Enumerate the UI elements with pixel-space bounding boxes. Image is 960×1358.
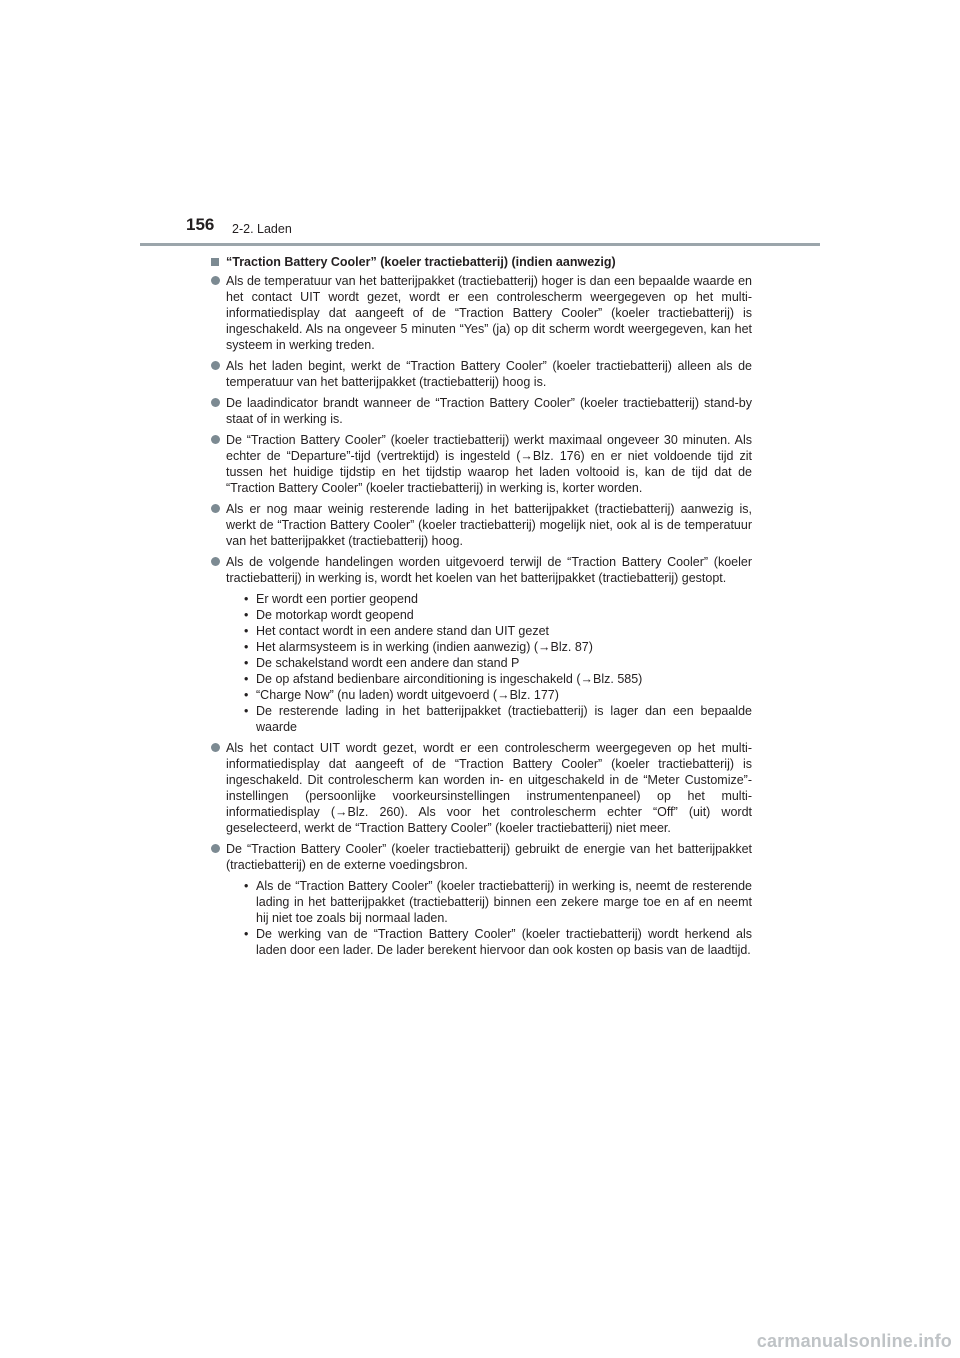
section-heading-text: “Traction Battery Cooler” (koeler tractiebatterij) (indien aanwezig) bbox=[226, 255, 616, 269]
circle-bullet-icon bbox=[211, 276, 220, 285]
energy-notes-list bbox=[226, 878, 752, 958]
list-item bbox=[226, 687, 752, 703]
bullet-text: De “Traction Battery Cooler” (koeler tractiebatterij) werkt maximaal ongeveer 30 minuten. Als echter de “Departure”-tijd (vertrektijd) is ingesteld (→Blz. 176) en er niet voldoende tijd zit tussen het huidige tijdstip en het tijdstip waarop het laden voltooid is, kan de tijd dat de “Traction Battery Cooler” (koeler tractiebatterij) in werking is, korter worden. bbox=[226, 433, 752, 495]
circle-bullet-icon bbox=[211, 557, 220, 566]
page-number: 156 bbox=[186, 215, 215, 234]
dot-marker: • bbox=[244, 624, 249, 638]
list-item bbox=[226, 926, 752, 958]
list-item bbox=[226, 671, 752, 687]
dot-marker: • bbox=[244, 608, 249, 622]
bullet-text: De laadindicator brandt wanneer de “Traction Battery Cooler” (koeler tractiebatterij) stand-by staat of in werking is. bbox=[226, 396, 752, 426]
dot-marker: • bbox=[244, 640, 249, 654]
bullet-text: Als het contact UIT wordt gezet, wordt er een controlescherm weergegeven op het multi-informatiedisplay dat aangeeft of de “Traction Battery Cooler” (koeler tractiebatterij) is ingeschakeld. Dit controlescherm kan worden in- en uitgeschakeld in de “Meter Customize”-instellingen (persoonlijke voorkeursinstellingen instrumentenpaneel) op het multi-informatiedisplay (→Blz. 260). Als voor het controlescherm echter “Off” (uit) wordt geselecteerd, werkt de “Traction Battery Cooler” (koeler tractiebatterij) niet meer. bbox=[226, 741, 752, 835]
list-item-text: Het alarmsysteem is in werking (indien aanwezig) (→Blz. 87) bbox=[256, 640, 593, 654]
circle-bullet-icon bbox=[211, 504, 220, 513]
dot-marker: • bbox=[244, 592, 249, 606]
stop-conditions-list bbox=[226, 591, 752, 735]
list-item-text: De op afstand bedienbare airconditioning is ingeschakeld (→Blz. 585) bbox=[256, 672, 643, 686]
dot-marker: • bbox=[244, 672, 249, 686]
list-item bbox=[226, 607, 752, 623]
bullet-item bbox=[211, 554, 752, 735]
list-item-text: De schakelstand wordt een andere dan stand P bbox=[256, 656, 520, 670]
bullet-text: Als de temperatuur van het batterijpakket (tractiebatterij) hoger is dan een bepaalde waarde en het contact UIT wordt gezet, wordt er een controlescherm weergegeven op het multi-informatiedisplay dat aangeeft of de “Traction Battery Cooler” (koeler tractiebatterij) is ingeschakeld. Als na ongeveer 5 minuten “Yes” (ja) op dit scherm wordt weergegeven, kan het systeem in werking treden. bbox=[226, 274, 752, 352]
header-divider bbox=[140, 243, 820, 246]
list-item-text: Er wordt een portier geopend bbox=[256, 592, 418, 606]
dot-marker: • bbox=[244, 688, 249, 702]
page-content bbox=[211, 254, 752, 963]
section-heading bbox=[211, 254, 752, 270]
list-item-text: De motorkap wordt geopend bbox=[256, 608, 414, 622]
list-item bbox=[226, 623, 752, 639]
list-item-text: Het contact wordt in een andere stand dan UIT gezet bbox=[256, 624, 550, 638]
section-title: 2-2. Laden bbox=[232, 222, 292, 236]
list-item bbox=[226, 703, 752, 735]
circle-bullet-icon bbox=[211, 743, 220, 752]
bullet-item bbox=[211, 273, 752, 353]
list-item-text: De werking van de “Traction Battery Cooler” (koeler tractiebatterij) wordt herkend als laden door een lader. De lader berekent hiervoor dan ook kosten op basis van de laadtijd. bbox=[256, 927, 752, 957]
dot-marker: • bbox=[244, 656, 249, 670]
bullet-item bbox=[211, 432, 752, 496]
list-item bbox=[226, 655, 752, 671]
list-item bbox=[226, 639, 752, 655]
dot-marker: • bbox=[244, 927, 249, 941]
circle-bullet-icon bbox=[211, 361, 220, 370]
bullet-item bbox=[211, 841, 752, 958]
list-item bbox=[226, 878, 752, 926]
circle-bullet-icon bbox=[211, 844, 220, 853]
bullet-text: Als het laden begint, werkt de “Traction Battery Cooler” (koeler tractiebatterij) alleen als de temperatuur van het batterijpakket (tractiebatterij) hoog is. bbox=[226, 359, 752, 389]
list-item-text: De resterende lading in het batterijpakket (tractiebatterij) is lager dan een bepaalde waarde bbox=[256, 704, 752, 734]
circle-bullet-icon bbox=[211, 398, 220, 407]
square-bullet-icon bbox=[211, 258, 219, 266]
dot-marker: • bbox=[244, 879, 249, 893]
list-item-text: Als de “Traction Battery Cooler” (koeler tractiebatterij) in werking is, neemt de resterende lading in het batterijpakket (tractiebatterij) binnen een zekere marge toe en af en neemt hij niet toe zoals bij normaal laden. bbox=[256, 879, 752, 925]
bullet-text: Als er nog maar weinig resterende lading in het batterijpakket (tractiebatterij) aanwezig is, werkt de “Traction Battery Cooler” (koeler tractiebatterij) mogelijk niet, ook al is de temperatuur van het batterijpakket (tractiebatterij) hoog. bbox=[226, 502, 752, 548]
bullet-item bbox=[211, 501, 752, 549]
bullet-item bbox=[211, 740, 752, 836]
circle-bullet-icon bbox=[211, 435, 220, 444]
watermark: carmanualsonline.info bbox=[756, 1331, 952, 1351]
bullet-text: De “Traction Battery Cooler” (koeler tractiebatterij) gebruikt de energie van het batterijpakket (tractiebatterij) en de externe voedingsbron. bbox=[226, 842, 752, 872]
list-item-text: “Charge Now” (nu laden) wordt uitgevoerd (→Blz. 177) bbox=[256, 688, 559, 702]
dot-marker: • bbox=[244, 704, 249, 718]
bullet-item bbox=[211, 358, 752, 390]
bullet-text: Als de volgende handelingen worden uitgevoerd terwijl de “Traction Battery Cooler” (koeler tractiebatterij) in werking is, wordt het koelen van het batterijpakket (tractiebatterij) gestopt. bbox=[226, 555, 752, 585]
bullet-item bbox=[211, 395, 752, 427]
list-item bbox=[226, 591, 752, 607]
